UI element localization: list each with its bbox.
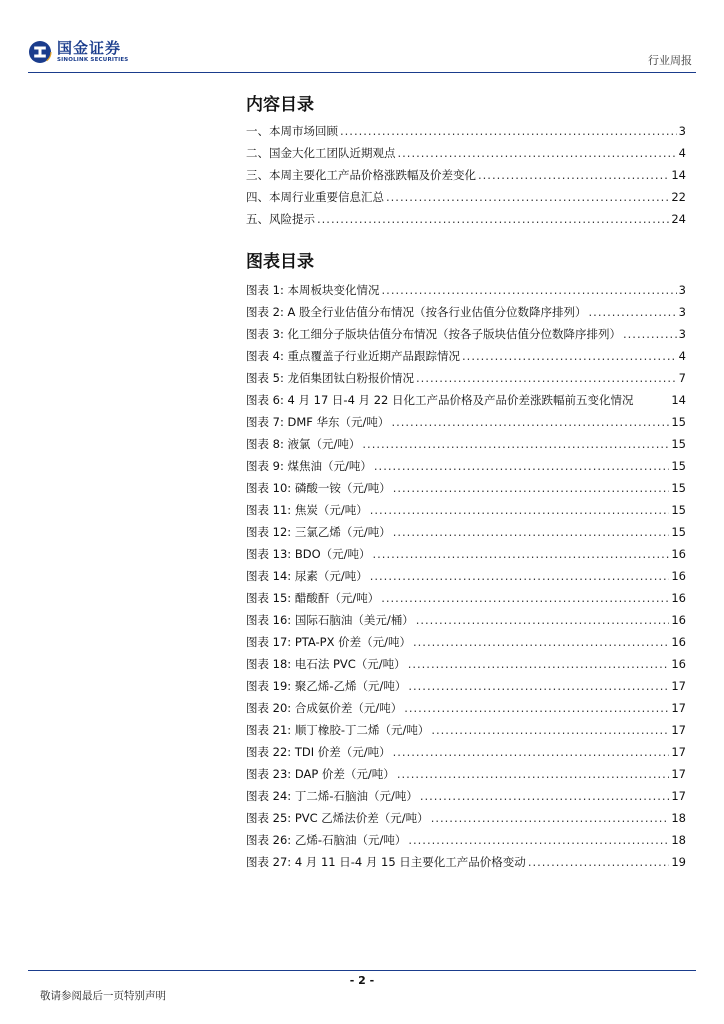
figure-item-page-number: 16 (671, 547, 686, 561)
contents-item[interactable] (246, 120, 686, 142)
dot-leader (393, 521, 670, 543)
figure-item[interactable] (246, 389, 686, 411)
figure-item[interactable] (246, 785, 686, 807)
figure-item-page-number: 16 (671, 635, 686, 649)
figure-item-label: 图表 27: 4 月 11 日-4 月 15 日主要化工产品价格变动 (246, 855, 526, 869)
dot-leader (370, 565, 670, 587)
figure-item[interactable] (246, 455, 686, 477)
contents-item-label: 二、国金大化工团队近期观点 (246, 146, 396, 160)
figure-item-page-number: 17 (671, 679, 686, 693)
figure-item-page-number: 15 (671, 437, 686, 451)
contents-item-page-number: 4 (678, 146, 686, 160)
figure-item-page-number: 16 (671, 613, 686, 627)
figure-item[interactable] (246, 675, 686, 697)
figure-item[interactable] (246, 851, 686, 873)
contents-heading: 内容目录 (246, 95, 314, 115)
dot-leader (393, 741, 670, 763)
dot-leader (381, 587, 669, 609)
figure-item[interactable] (246, 697, 686, 719)
figure-item-label: 图表 5: 龙佰集团钛白粉报价情况 (246, 371, 415, 385)
dot-leader (362, 433, 669, 455)
disclaimer-text: 敬请参阅最后一页特别声明 (40, 990, 166, 1002)
figure-item-label: 图表 14: 尿素（元/吨） (246, 569, 368, 583)
figure-item-label: 图表 6: 4 月 17 日-4 月 22 日化工产品价格及产品价差涨跌幅前五变化情况 (246, 393, 634, 407)
figure-item-label: 图表 19: 聚乙烯-乙烯（元/吨） (246, 679, 407, 693)
figure-item[interactable] (246, 367, 686, 389)
figure-item-page-number: 16 (671, 569, 686, 583)
figure-item-label: 图表 12: 三氯乙烯（元/吨） (246, 525, 391, 539)
dot-leader (397, 763, 670, 785)
dot-leader (528, 851, 670, 873)
dot-leader (317, 208, 669, 230)
page-number: - 2 - (349, 974, 375, 987)
figure-item-page-number: 17 (671, 789, 686, 803)
figure-item[interactable] (246, 521, 686, 543)
figure-item-label: 图表 8: 液氯（元/吨） (246, 437, 361, 451)
figure-item[interactable] (246, 741, 686, 763)
figure-item-page-number: 3 (678, 305, 686, 319)
figure-item-label: 图表 2: A 股全行业估值分布情况（按各行业估值分位数降序排列） (246, 305, 587, 319)
figure-item[interactable] (246, 653, 686, 675)
figure-item-label: 图表 11: 焦炭（元/吨） (246, 503, 368, 517)
figure-item[interactable] (246, 345, 686, 367)
figure-item[interactable] (246, 411, 686, 433)
contents-item-label: 四、本周行业重要信息汇总 (246, 190, 384, 204)
figure-item-label: 图表 15: 醋酸酐（元/吨） (246, 591, 380, 605)
dot-leader (340, 120, 677, 142)
dot-leader (589, 301, 677, 323)
dot-leader (393, 477, 670, 499)
logo-english-name: SINOLINK SECURITIES (57, 57, 129, 63)
contents-item[interactable] (246, 164, 686, 186)
figure-item-page-number: 17 (671, 701, 686, 715)
figure-item[interactable] (246, 279, 686, 301)
logo-chinese-name: 国金证券 (57, 39, 122, 57)
figure-item[interactable] (246, 763, 686, 785)
figure-item[interactable] (246, 829, 686, 851)
dot-leader (431, 807, 670, 829)
figure-item-label: 图表 18: 电石法 PVC（元/吨） (246, 657, 406, 671)
dot-leader (420, 785, 670, 807)
contents-item-label: 五、风险提示 (246, 212, 315, 226)
figure-item[interactable] (246, 587, 686, 609)
figure-item[interactable] (246, 719, 686, 741)
dot-leader (382, 279, 677, 301)
figure-item-page-number: 7 (678, 371, 686, 385)
report-type: 行业周报 (648, 54, 692, 67)
figure-item-label: 图表 25: PVC 乙烯法价差（元/吨） (246, 811, 429, 825)
dot-leader (431, 719, 669, 741)
contents-item[interactable] (246, 142, 686, 164)
page-header (28, 36, 696, 70)
footer-divider (28, 970, 696, 971)
figure-item-label: 图表 16: 国际石脑油（美元/桶） (246, 613, 414, 627)
contents-item-page-number: 24 (671, 212, 686, 226)
sinolink-logo-icon (28, 40, 52, 64)
figure-item[interactable] (246, 543, 686, 565)
figure-item-page-number: 14 (671, 393, 686, 407)
contents-item[interactable] (246, 186, 686, 208)
dot-leader (408, 653, 670, 675)
figure-item-page-number: 16 (671, 657, 686, 671)
figures-heading: 图表目录 (246, 252, 314, 272)
dot-leader (370, 499, 670, 521)
figure-item-label: 图表 13: BDO（元/吨） (246, 547, 371, 561)
figure-item-label: 图表 9: 煤焦油（元/吨） (246, 459, 372, 473)
dot-leader (391, 411, 669, 433)
figure-item[interactable] (246, 323, 686, 345)
figure-item[interactable] (246, 301, 686, 323)
figure-item-page-number: 17 (671, 767, 686, 781)
contents-item-page-number: 14 (671, 168, 686, 182)
figure-item-page-number: 15 (671, 503, 686, 517)
figure-item-label: 图表 1: 本周板块变化情况 (246, 283, 380, 297)
figure-item-page-number: 4 (678, 349, 686, 363)
contents-item-page-number: 3 (678, 124, 686, 138)
figure-item-label: 图表 26: 乙烯-石脑油（元/吨） (246, 833, 407, 847)
figure-item-page-number: 15 (671, 481, 686, 495)
figure-item[interactable] (246, 807, 686, 829)
figure-item-page-number: 17 (671, 723, 686, 737)
dot-leader (416, 367, 677, 389)
dot-leader (373, 543, 670, 565)
contents-item-page-number: 22 (671, 190, 686, 204)
figure-item-label: 图表 24: 丁二烯-石脑油（元/吨） (246, 789, 418, 803)
figure-item-label: 图表 10: 磷酸一铵（元/吨） (246, 481, 391, 495)
figure-item-page-number: 3 (678, 327, 686, 341)
dot-leader (408, 675, 669, 697)
brand-logo (28, 40, 128, 64)
figure-item-page-number: 16 (671, 591, 686, 605)
dot-leader (374, 455, 669, 477)
figure-item-label: 图表 3: 化工细分子版块估值分布情况（按各子版块估值分位数降序排列） (246, 327, 621, 341)
figure-item[interactable] (246, 433, 686, 455)
table-of-contents (246, 92, 686, 873)
figure-item-label: 图表 21: 顺丁橡胶-丁二烯（元/吨） (246, 723, 430, 737)
figure-item-label: 图表 17: PTA-PX 价差（元/吨） (246, 635, 411, 649)
figure-item[interactable] (246, 609, 686, 631)
dot-leader (416, 609, 670, 631)
dot-leader (398, 142, 677, 164)
contents-item-label: 一、本周市场回顾 (246, 124, 338, 138)
figure-item[interactable] (246, 477, 686, 499)
dot-leader (623, 323, 677, 345)
dot-leader (408, 829, 669, 851)
figure-item-label: 图表 7: DMF 华东（元/吨） (246, 415, 390, 429)
dot-leader (386, 186, 669, 208)
dot-leader (413, 631, 669, 653)
figure-item-page-number: 3 (678, 283, 686, 297)
figure-item-page-number: 18 (671, 833, 686, 847)
figure-item-page-number: 15 (671, 525, 686, 539)
contents-list (246, 120, 686, 230)
contents-item-label: 三、本周主要化工产品价格涨跌幅及价差变化 (246, 168, 476, 182)
dot-leader (478, 164, 669, 186)
figure-item[interactable] (246, 565, 686, 587)
figure-item[interactable] (246, 499, 686, 521)
header-divider (28, 72, 696, 73)
figure-item-page-number: 17 (671, 745, 686, 759)
dot-leader (462, 345, 677, 367)
dot-leader (404, 697, 669, 719)
contents-item[interactable] (246, 208, 686, 230)
figure-item-page-number: 18 (671, 811, 686, 825)
figures-list (246, 279, 686, 873)
figure-item-label: 图表 4: 重点覆盖子行业近期产品跟踪情况 (246, 349, 461, 363)
figure-item-page-number: 15 (671, 415, 686, 429)
figure-item-label: 图表 20: 合成氨价差（元/吨） (246, 701, 403, 715)
figure-item-page-number: 19 (671, 855, 686, 869)
figure-item-label: 图表 23: DAP 价差（元/吨） (246, 767, 395, 781)
figure-item-page-number: 15 (671, 459, 686, 473)
figure-item-label: 图表 22: TDI 价差（元/吨） (246, 745, 391, 759)
figure-item[interactable] (246, 631, 686, 653)
